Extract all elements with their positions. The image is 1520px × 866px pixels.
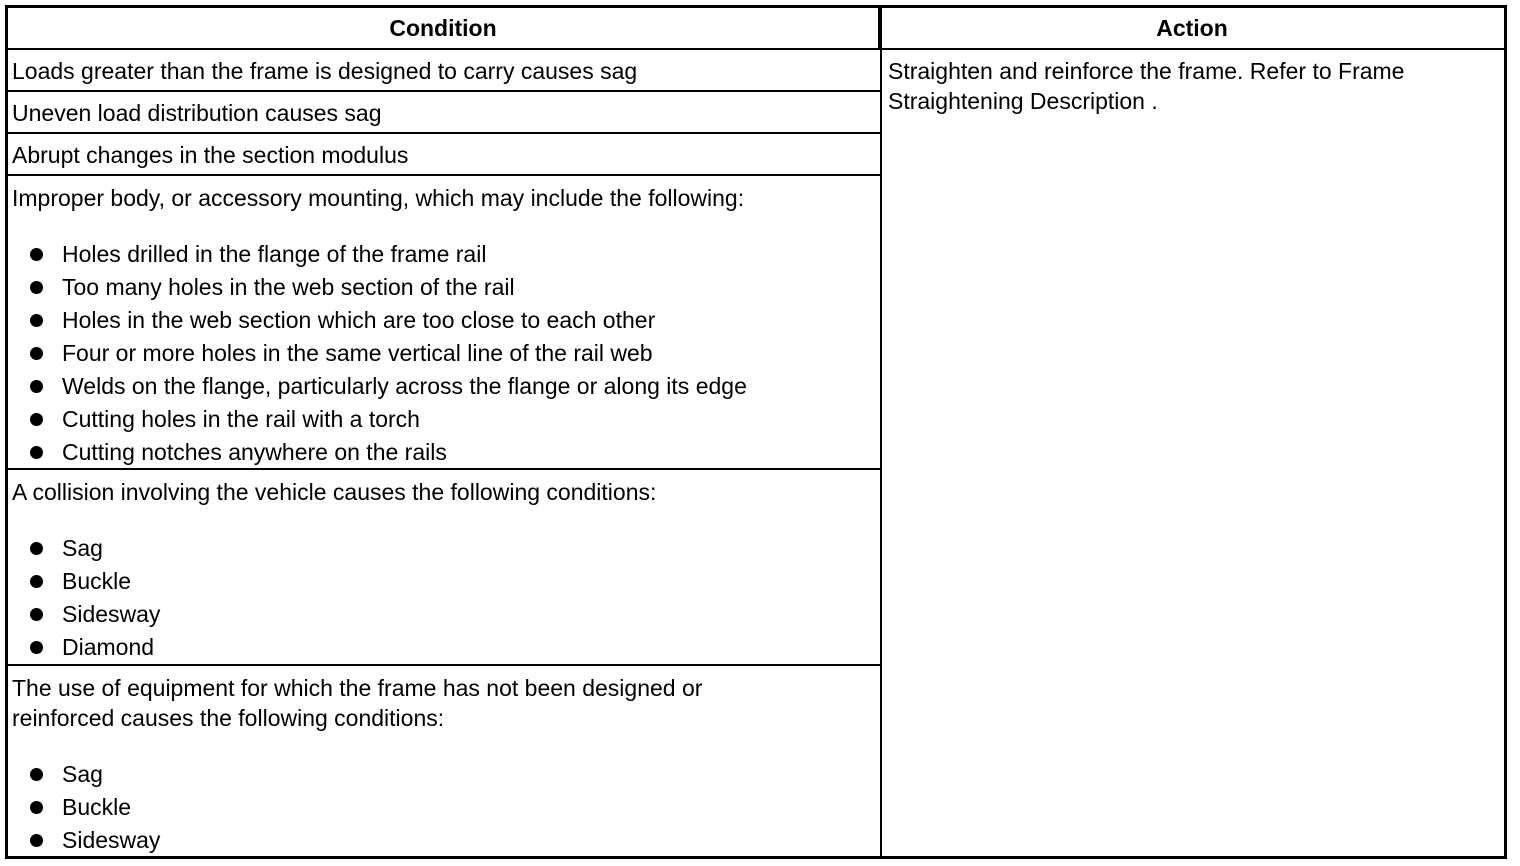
condition-row-5 — [8, 477, 880, 664]
action-text: Straighten and reinforce the frame. Refer to Frame Straightening Description . — [888, 58, 1405, 114]
column-divider — [880, 8, 882, 856]
list-item: Diamond — [12, 631, 880, 664]
condition-row-6 — [8, 673, 880, 857]
condition-text: Loads greater than the frame is designed to carry causes sag — [12, 58, 638, 84]
list-item: Cutting holes in the rail with a torch — [12, 403, 880, 436]
condition-row-4 — [8, 183, 880, 469]
list-item: Four or more holes in the same vertical line of the rail web — [12, 337, 880, 370]
condition-text: Uneven load distribution causes sag — [12, 100, 382, 126]
condition-bullet-list — [12, 238, 880, 469]
list-item: Too many holes in the web section of the rail — [12, 271, 880, 304]
list-item: Holes in the web section which are too close to each other — [12, 304, 880, 337]
list-item: Buckle — [12, 565, 880, 598]
list-item: Cutting notches anywhere on the rails — [12, 436, 880, 469]
condition-text: Improper body, or accessory mounting, which may include the following: — [12, 185, 745, 211]
condition-text: The use of equipment for which the frame has not been designed or reinforced causes the following conditions: — [12, 675, 703, 731]
list-item: Sidesway — [12, 824, 780, 857]
condition-text: Abrupt changes in the section modulus — [12, 142, 409, 168]
condition-row-1 — [8, 56, 880, 86]
header-divider — [8, 48, 1504, 50]
list-item: Sag — [12, 532, 880, 565]
condition-row-3 — [8, 140, 880, 170]
action-cell — [882, 56, 1504, 116]
list-item: Sag — [12, 758, 780, 791]
condition-text: A collision involving the vehicle causes the following conditions: — [12, 479, 657, 505]
row-divider — [8, 664, 880, 666]
diagnosis-table — [5, 5, 1507, 859]
list-item: Welds on the flange, particularly across the flange or along its edge — [12, 370, 880, 403]
list-item: Holes drilled in the flange of the frame rail — [12, 238, 880, 271]
row-divider — [8, 90, 880, 92]
header-condition: Condition — [8, 8, 880, 48]
row-divider — [8, 132, 880, 134]
condition-bullet-list — [12, 532, 880, 664]
list-item: Sidesway — [12, 598, 880, 631]
condition-bullet-list — [12, 758, 780, 857]
header-action: Action — [1156, 15, 1228, 41]
row-divider — [8, 174, 880, 176]
list-item: Buckle — [12, 791, 780, 824]
condition-row-2 — [8, 98, 880, 128]
